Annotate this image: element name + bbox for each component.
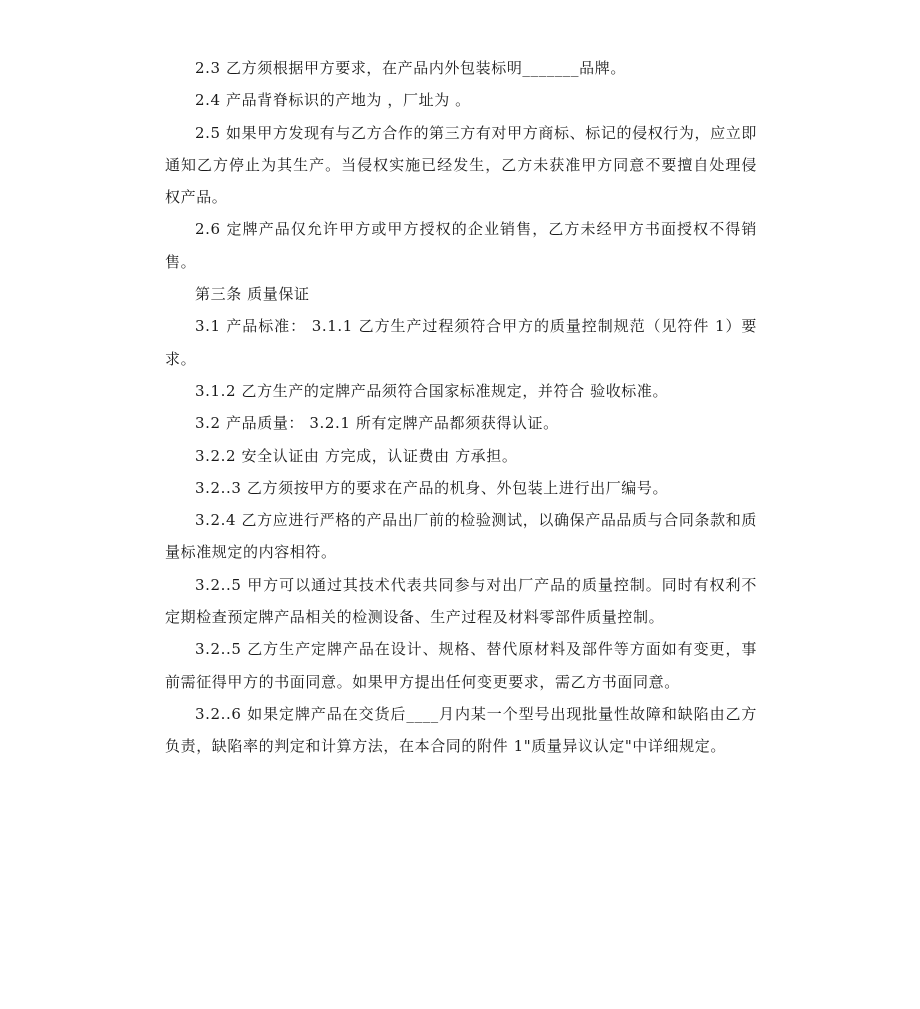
article-3-heading: 第三条 质量保证: [195, 285, 310, 304]
clause-2-4: 2.4 产品背脊标识的产地为 ，厂址为 。: [195, 91, 471, 110]
clause-2-3: 2.3 乙方须根据甲方要求，在产品内外包装标明_______品牌。: [195, 59, 626, 77]
clause-3-2-3: 3.2..3 乙方须按甲方的要求在产品的机身、外包装上进行出厂编号。: [195, 478, 669, 497]
clause-2-6: 2.6 定牌产品仅允许甲方或甲方授权的企业销售，乙方未经甲方书面授权不得销售。: [165, 220, 757, 271]
clause-3-2-6: 3.2..6 如果定牌产品在交货后____月内某一个型号出现批量性故障和缺陷由乙方负责，缺陷率的判定和计算方法，在本合同的附件 1"质量异议认定"中详细规定。: [165, 704, 757, 756]
clause-3-2: 3.2 产品质量： 3.2.1 所有定牌产品都须获得认证。: [195, 414, 559, 433]
clause-3-2-5-b: 3.2..5 乙方生产定牌产品在设计、规格、替代原材料及部件等方面如有变更，事前需征得甲方的书面同意。如果甲方提出任何变更要求，需乙方书面同意。: [165, 640, 757, 691]
clause-3-2-5-a: 3.2..5 甲方可以通过其技术代表共同参与对出厂产品的质量控制。同时有权利不定期检查预定牌产品相关的检测设备、生产过程及材料零部件质量控制。: [165, 575, 757, 627]
clause-3-1: 3.1 产品标准： 3.1.1 乙方生产过程须符合甲方的质量控制规范（见符件 1）要求。: [165, 317, 757, 368]
clause-2-5: 2.5 如果甲方发现有与乙方合作的第三方有对甲方商标、标记的侵权行为，应立即通知乙方停止为其生产。当侵权实施已经发生，乙方未获准甲方同意不要擅自处理侵权产品。: [165, 123, 757, 207]
document-body: [165, 52, 757, 763]
clause-3-1-2: 3.1.2 乙方生产的定牌产品须符合国家标准规定，并符合 验收标准。: [195, 381, 669, 400]
clause-3-2-2: 3.2.2 安全认证由 方完成，认证费由 方承担。: [195, 446, 518, 465]
clause-3-2-4: 3.2.4 乙方应进行严格的产品出厂前的检验测试，以确保产品品质与合同条款和质量标准规定的内容相符。: [165, 511, 757, 562]
